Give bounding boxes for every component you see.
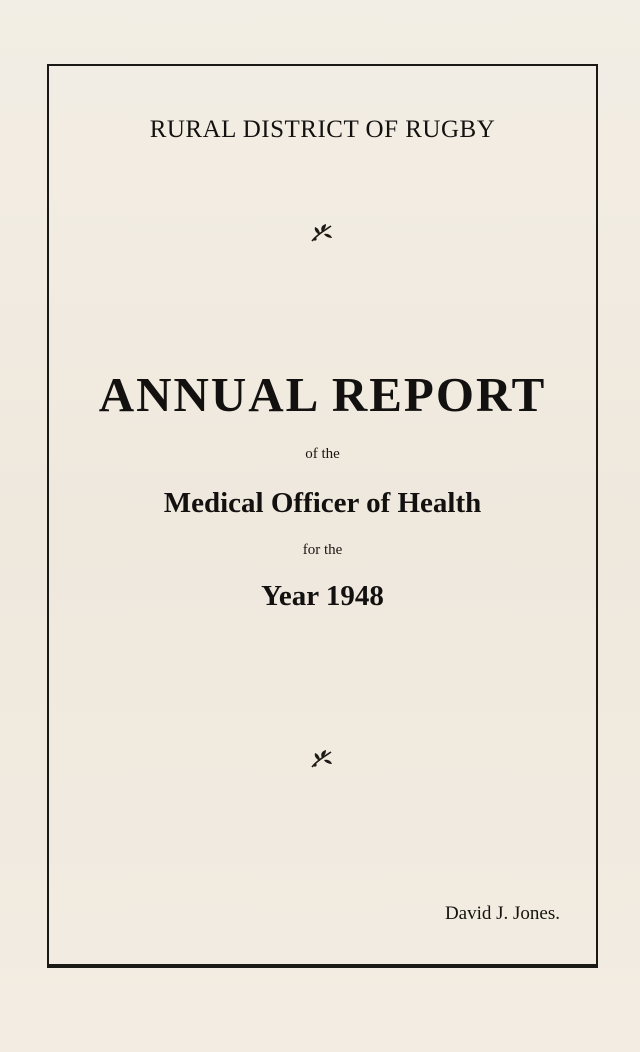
connector-of-the: of the xyxy=(305,446,340,462)
author-name: David J. Jones. xyxy=(444,903,560,924)
subject-heading: Medical Officer of Health xyxy=(163,487,482,519)
report-title: ANNUAL REPORT xyxy=(98,367,547,422)
report-year: Year 1948 xyxy=(261,580,384,612)
bottom-rule xyxy=(47,966,598,968)
floral-ornament-icon xyxy=(309,748,335,770)
district-heading: RURAL DISTRICT OF RUGBY xyxy=(149,116,496,143)
floral-ornament-icon xyxy=(309,222,335,244)
connector-for-the: for the xyxy=(302,542,343,558)
